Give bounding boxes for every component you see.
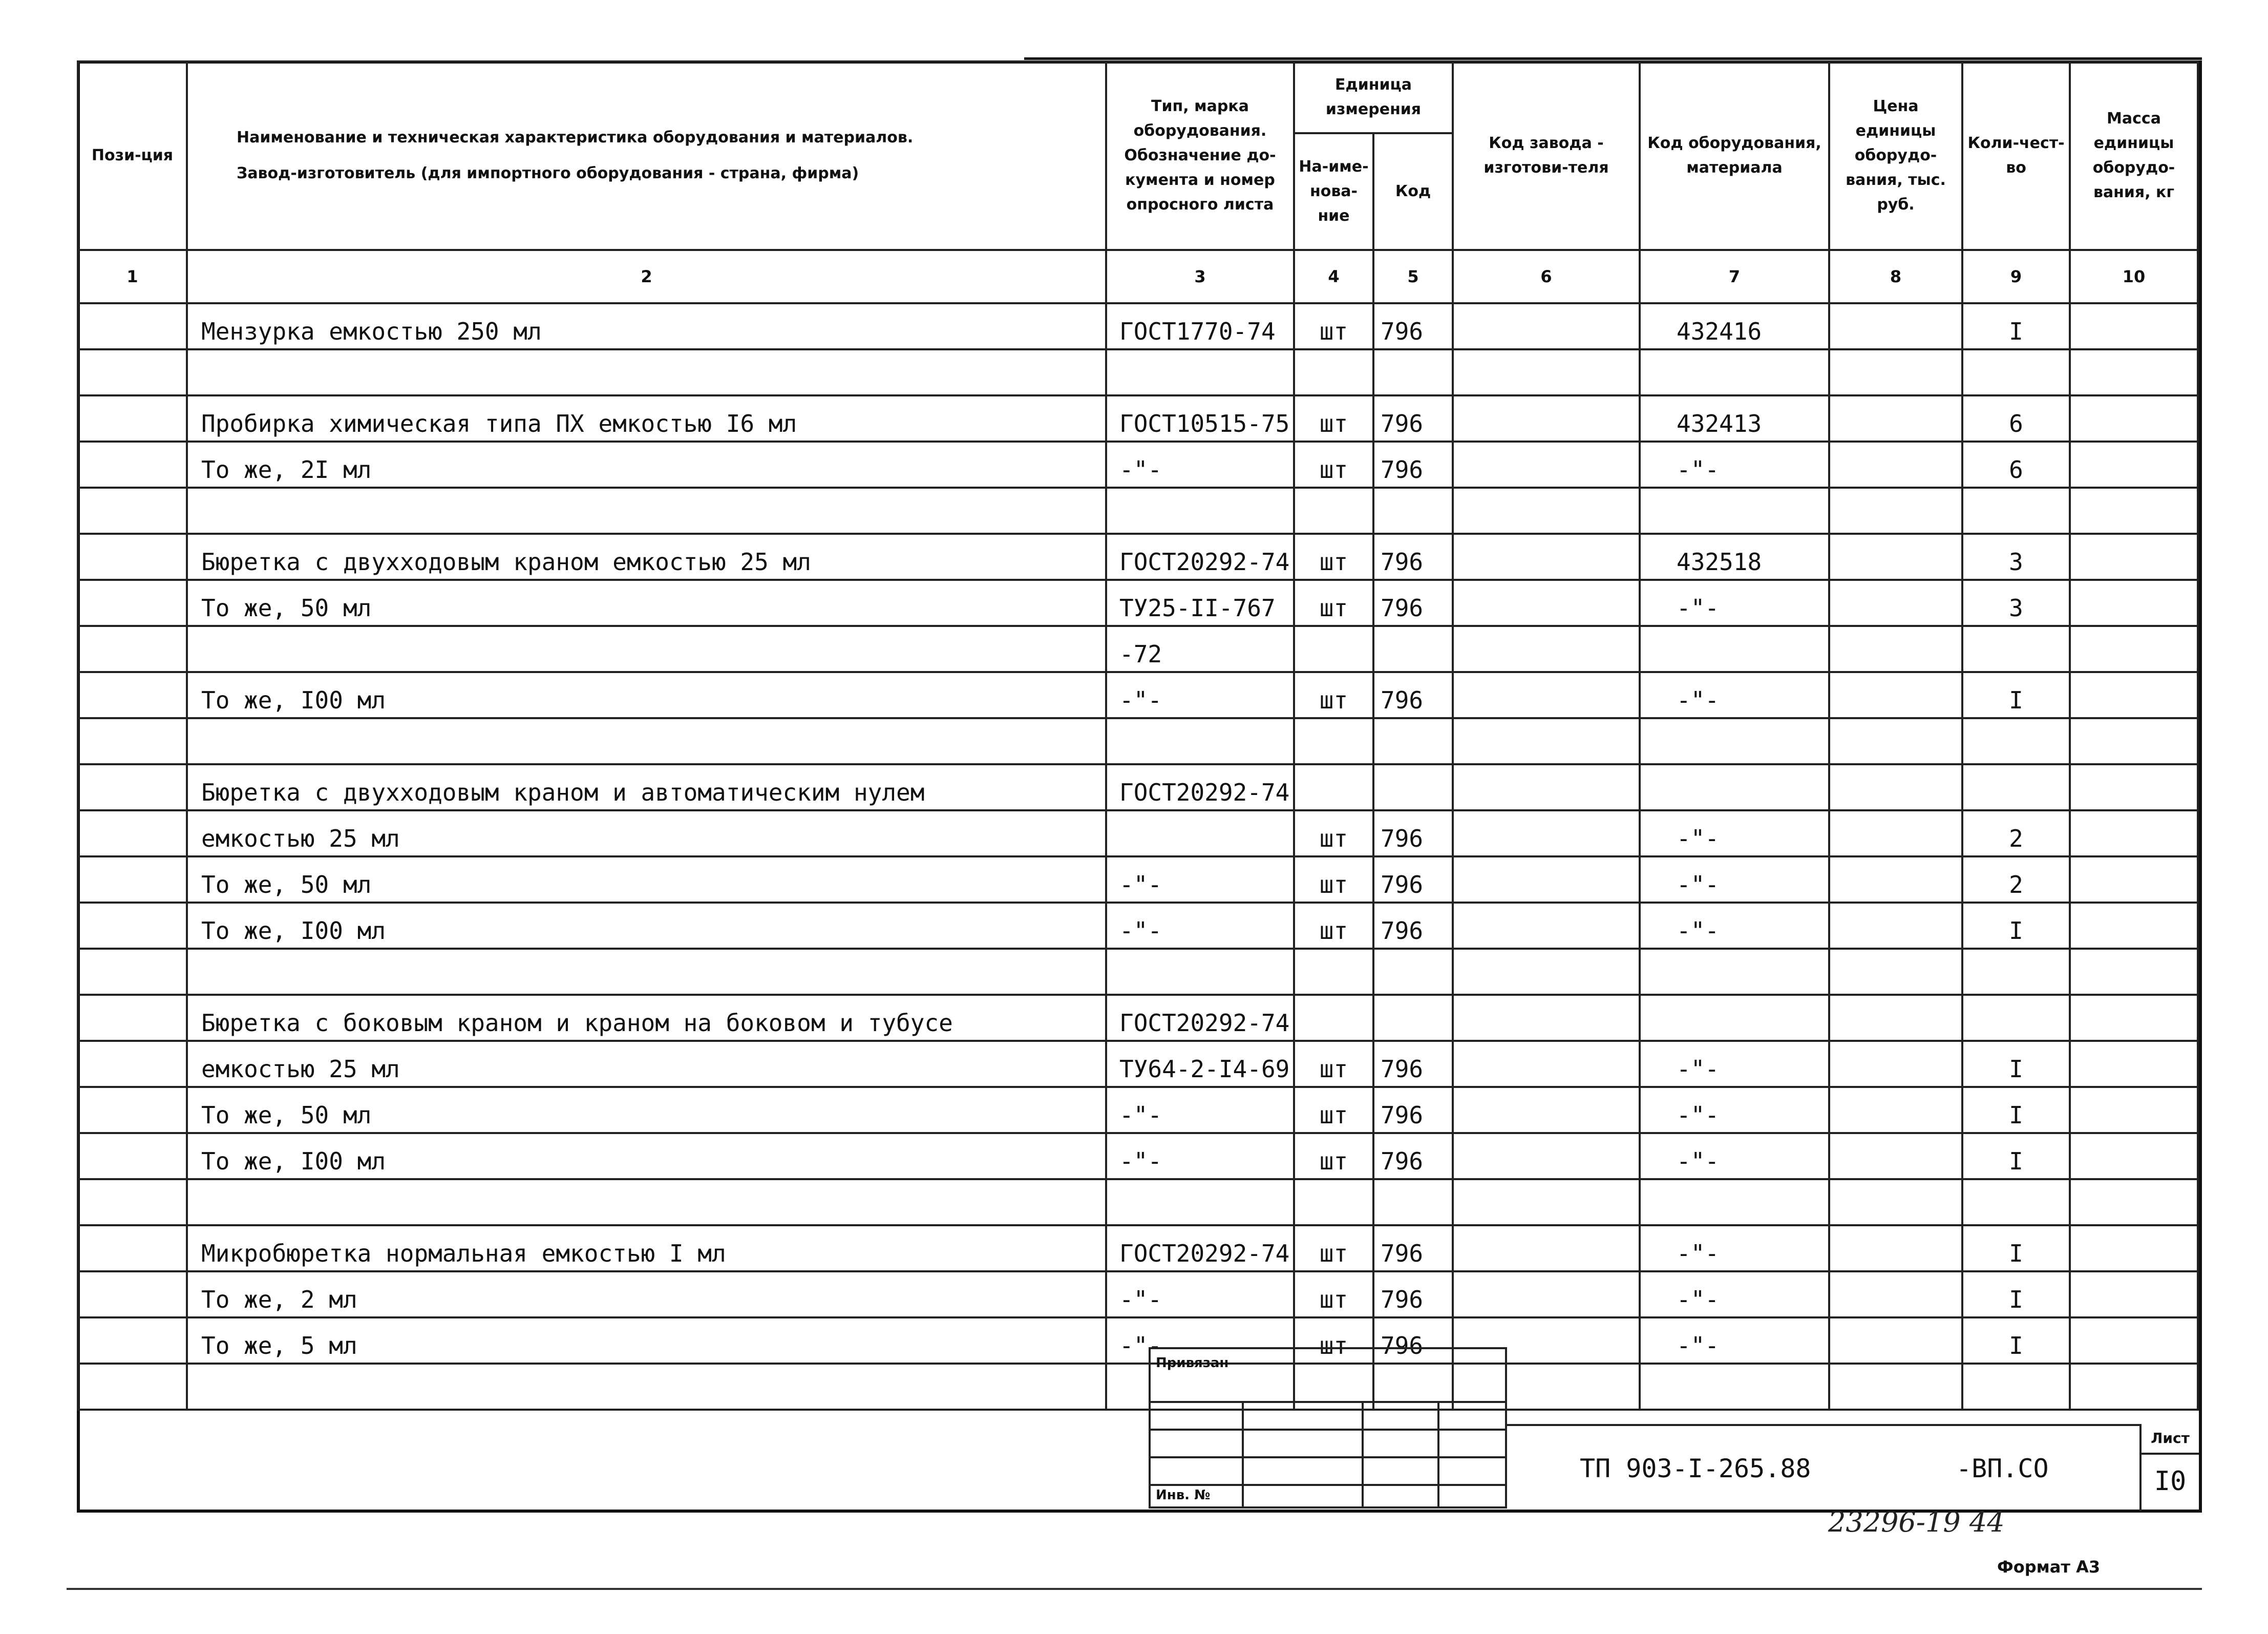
cell-pos bbox=[78, 349, 187, 395]
header-mass: Масса единицы оборудо-вания, кг bbox=[2070, 61, 2198, 250]
header-price: Цена единицы оборудо-вания, тыс. руб. bbox=[1829, 61, 1962, 250]
cell-price bbox=[1829, 1087, 1962, 1133]
column-number: 5 bbox=[1373, 250, 1453, 303]
cell-code: 796 bbox=[1373, 395, 1453, 442]
cell-unit: шт bbox=[1294, 1133, 1373, 1179]
table-row bbox=[78, 764, 2198, 810]
cell-pos bbox=[78, 580, 187, 626]
cell-qty: I bbox=[1962, 1225, 2070, 1271]
cell-pos bbox=[78, 1271, 187, 1317]
cell-mat bbox=[1640, 349, 1829, 395]
cell-qty: 2 bbox=[1962, 856, 2070, 903]
header-equipment-code: Код оборудования, материала bbox=[1640, 61, 1829, 250]
attachment-stamp bbox=[1149, 1347, 1507, 1509]
cell-qty bbox=[1962, 995, 2070, 1041]
cell-code: 796 bbox=[1373, 1041, 1453, 1087]
cell-pos bbox=[78, 303, 187, 349]
cell-mat: -"- bbox=[1640, 856, 1829, 903]
cell-name: То же, 2I мл bbox=[187, 442, 1106, 488]
cell-code bbox=[1373, 349, 1453, 395]
table-row bbox=[78, 672, 2198, 718]
cell-pos bbox=[78, 534, 187, 580]
cell-name bbox=[187, 626, 1106, 672]
cell-pos bbox=[78, 1133, 187, 1179]
header-name bbox=[187, 61, 1106, 250]
cell-doc: ГОСТ20292-74 bbox=[1106, 764, 1294, 810]
table-row bbox=[78, 534, 2198, 580]
cell-pos bbox=[78, 856, 187, 903]
cell-doc bbox=[1106, 810, 1294, 856]
cell-mat bbox=[1640, 949, 1829, 995]
cell-doc: ТУ64-2-I4-69 bbox=[1106, 1041, 1294, 1087]
table-row bbox=[78, 395, 2198, 442]
cell-unit: шт bbox=[1294, 303, 1373, 349]
table-row bbox=[78, 1271, 2198, 1317]
column-number: 9 bbox=[1962, 250, 2070, 303]
header-name-line1: Наименование и техническая характеристика оборудования и материалов. bbox=[237, 129, 914, 146]
cell-name: Микробюретка нормальная емкостью I мл bbox=[187, 1225, 1106, 1271]
cell-qty: 6 bbox=[1962, 442, 2070, 488]
table-row bbox=[78, 1317, 2198, 1364]
cell-mass bbox=[2070, 1133, 2198, 1179]
cell-unit: шт bbox=[1294, 1041, 1373, 1087]
cell-doc bbox=[1106, 349, 1294, 395]
cell-mass bbox=[2070, 1317, 2198, 1364]
cell-pos bbox=[78, 1179, 187, 1225]
cell-mass bbox=[2070, 672, 2198, 718]
cell-price bbox=[1829, 349, 1962, 395]
cell-factory bbox=[1453, 442, 1640, 488]
table-row bbox=[78, 1225, 2198, 1271]
cell-qty: I bbox=[1962, 1271, 2070, 1317]
column-number: 8 bbox=[1829, 250, 1962, 303]
cell-mat bbox=[1640, 718, 1829, 764]
cell-price bbox=[1829, 1133, 1962, 1179]
table-row bbox=[78, 580, 2198, 626]
cell-mass bbox=[2070, 488, 2198, 534]
cell-mass bbox=[2070, 949, 2198, 995]
sheet-label: Лист bbox=[2142, 1424, 2199, 1455]
cell-factory bbox=[1453, 534, 1640, 580]
specification-table bbox=[77, 60, 2199, 1411]
cell-code bbox=[1373, 1179, 1453, 1225]
table-row bbox=[78, 810, 2198, 856]
table-row bbox=[78, 442, 2198, 488]
table-row bbox=[78, 1087, 2198, 1133]
cell-doc: ГОСТ20292-74 bbox=[1106, 995, 1294, 1041]
cell-code: 796 bbox=[1373, 534, 1453, 580]
cell-code: 796 bbox=[1373, 1317, 1453, 1364]
sheet-number-box bbox=[2139, 1424, 2199, 1511]
cell-factory bbox=[1453, 1041, 1640, 1087]
cell-factory bbox=[1453, 856, 1640, 903]
cell-factory bbox=[1453, 626, 1640, 672]
cell-qty: I bbox=[1962, 1041, 2070, 1087]
cell-pos bbox=[78, 672, 187, 718]
attached-label: Привязан bbox=[1156, 1355, 1229, 1371]
inventory-label: Инв. № bbox=[1156, 1488, 1211, 1503]
cell-price bbox=[1829, 995, 1962, 1041]
cell-qty: 3 bbox=[1962, 580, 2070, 626]
cell-factory bbox=[1453, 1179, 1640, 1225]
table-row bbox=[78, 995, 2198, 1041]
cell-doc: -"- bbox=[1106, 672, 1294, 718]
cell-name: То же, I00 мл bbox=[187, 672, 1106, 718]
cell-price bbox=[1829, 534, 1962, 580]
cell-factory bbox=[1453, 672, 1640, 718]
cell-pos bbox=[78, 995, 187, 1041]
cell-mass bbox=[2070, 349, 2198, 395]
cell-name bbox=[187, 488, 1106, 534]
cell-mass bbox=[2070, 1271, 2198, 1317]
column-number: 1 bbox=[78, 250, 187, 303]
cell-code: 796 bbox=[1373, 856, 1453, 903]
cell-pos bbox=[78, 949, 187, 995]
cell-pos bbox=[78, 810, 187, 856]
cell-unit: шт bbox=[1294, 1317, 1373, 1364]
cell-unit bbox=[1294, 349, 1373, 395]
header-unit-code: Код bbox=[1373, 133, 1453, 250]
cell-doc bbox=[1106, 1179, 1294, 1225]
cell-qty: I bbox=[1962, 303, 2070, 349]
cell-unit bbox=[1294, 995, 1373, 1041]
cell-price bbox=[1829, 1317, 1962, 1364]
cell-code: 796 bbox=[1373, 903, 1453, 949]
table-row bbox=[78, 856, 2198, 903]
cell-code: 796 bbox=[1373, 442, 1453, 488]
cell-pos bbox=[78, 1087, 187, 1133]
cell-code bbox=[1373, 626, 1453, 672]
cell-unit: шт bbox=[1294, 534, 1373, 580]
cell-unit: шт bbox=[1294, 1271, 1373, 1317]
cell-unit: шт bbox=[1294, 672, 1373, 718]
cell-mat: 432416 bbox=[1640, 303, 1829, 349]
cell-name: То же, 2 мл bbox=[187, 1271, 1106, 1317]
cell-name: То же, 50 мл bbox=[187, 580, 1106, 626]
column-number: 7 bbox=[1640, 250, 1829, 303]
cell-price bbox=[1829, 856, 1962, 903]
cell-mass bbox=[2070, 580, 2198, 626]
cell-code: 796 bbox=[1373, 1271, 1453, 1317]
cell-qty bbox=[1962, 764, 2070, 810]
cell-name bbox=[187, 718, 1106, 764]
cell-price bbox=[1829, 1364, 1962, 1410]
cell-qty bbox=[1962, 488, 2070, 534]
cell-qty bbox=[1962, 949, 2070, 995]
header-position: Пози-ция bbox=[78, 61, 187, 250]
cell-factory bbox=[1453, 349, 1640, 395]
cell-unit: шт bbox=[1294, 442, 1373, 488]
top-rule bbox=[1024, 57, 2202, 60]
cell-price bbox=[1829, 949, 1962, 995]
cell-price bbox=[1829, 764, 1962, 810]
cell-pos bbox=[78, 1041, 187, 1087]
cell-pos bbox=[78, 1317, 187, 1364]
cell-unit bbox=[1294, 488, 1373, 534]
cell-mat: -"- bbox=[1640, 580, 1829, 626]
cell-mass bbox=[2070, 534, 2198, 580]
cell-price bbox=[1829, 1041, 1962, 1087]
cell-code bbox=[1373, 488, 1453, 534]
cell-qty: 6 bbox=[1962, 395, 2070, 442]
cell-mat bbox=[1640, 1179, 1829, 1225]
cell-unit: шт bbox=[1294, 903, 1373, 949]
cell-mat: -"- bbox=[1640, 1225, 1829, 1271]
cell-unit bbox=[1294, 764, 1373, 810]
cell-factory bbox=[1453, 995, 1640, 1041]
table-body bbox=[78, 303, 2198, 1410]
cell-name: Бюретка с боковым краном и краном на боковом и тубусе bbox=[187, 995, 1106, 1041]
cell-mass bbox=[2070, 303, 2198, 349]
column-number: 4 bbox=[1294, 250, 1373, 303]
cell-mat bbox=[1640, 626, 1829, 672]
cell-factory bbox=[1453, 488, 1640, 534]
cell-unit bbox=[1294, 1179, 1373, 1225]
cell-qty: I bbox=[1962, 1317, 2070, 1364]
table-row bbox=[78, 488, 2198, 534]
cell-doc: -"- bbox=[1106, 1317, 1294, 1364]
table-row bbox=[78, 1041, 2198, 1087]
cell-qty bbox=[1962, 1364, 2070, 1410]
cell-qty: 3 bbox=[1962, 534, 2070, 580]
cell-code bbox=[1373, 718, 1453, 764]
cell-factory bbox=[1453, 718, 1640, 764]
cell-mass bbox=[2070, 995, 2198, 1041]
cell-qty bbox=[1962, 718, 2070, 764]
cell-mat: -"- bbox=[1640, 810, 1829, 856]
cell-unit bbox=[1294, 949, 1373, 995]
cell-doc: -"- bbox=[1106, 856, 1294, 903]
cell-mat: -"- bbox=[1640, 1133, 1829, 1179]
cell-name: То же, I00 мл bbox=[187, 903, 1106, 949]
cell-mass bbox=[2070, 810, 2198, 856]
cell-doc bbox=[1106, 488, 1294, 534]
cell-mat: -"- bbox=[1640, 672, 1829, 718]
cell-code: 796 bbox=[1373, 580, 1453, 626]
header-factory-code: Код завода - изготови-теля bbox=[1453, 61, 1640, 250]
cell-doc: -"- bbox=[1106, 1133, 1294, 1179]
sheet-number: I0 bbox=[2154, 1466, 2187, 1497]
cell-qty: I bbox=[1962, 1087, 2070, 1133]
cell-doc bbox=[1106, 949, 1294, 995]
cell-unit: шт bbox=[1294, 1225, 1373, 1271]
cell-qty: I bbox=[1962, 672, 2070, 718]
cell-doc: ГОСТ20292-74 bbox=[1106, 534, 1294, 580]
cell-code bbox=[1373, 764, 1453, 810]
cell-price bbox=[1829, 672, 1962, 718]
cell-qty bbox=[1962, 349, 2070, 395]
cell-price bbox=[1829, 395, 1962, 442]
header-type: Тип, марка оборудования. Обозначение до-кумента и номер опросного листа bbox=[1106, 61, 1294, 250]
header-quantity: Коли-чест-во bbox=[1962, 61, 2070, 250]
cell-mat bbox=[1640, 488, 1829, 534]
cell-mass bbox=[2070, 1179, 2198, 1225]
format-label: Формат А3 bbox=[1997, 1557, 2101, 1577]
cell-mass bbox=[2070, 1087, 2198, 1133]
cell-factory bbox=[1453, 303, 1640, 349]
cell-code: 796 bbox=[1373, 1087, 1453, 1133]
cell-unit bbox=[1294, 718, 1373, 764]
cell-price bbox=[1829, 1271, 1962, 1317]
cell-qty: I bbox=[1962, 903, 2070, 949]
cell-factory bbox=[1453, 810, 1640, 856]
cell-pos bbox=[78, 442, 187, 488]
cell-pos bbox=[78, 1364, 187, 1410]
table-row bbox=[78, 1364, 2198, 1410]
table-row bbox=[78, 718, 2198, 764]
cell-name: То же, 50 мл bbox=[187, 856, 1106, 903]
cell-name bbox=[187, 949, 1106, 995]
table-row bbox=[78, 903, 2198, 949]
cell-mat: -"- bbox=[1640, 442, 1829, 488]
bottom-rule bbox=[67, 1588, 2202, 1590]
cell-mat: -"- bbox=[1640, 1087, 1829, 1133]
cell-doc: -"- bbox=[1106, 903, 1294, 949]
cell-mass bbox=[2070, 1364, 2198, 1410]
cell-pos bbox=[78, 764, 187, 810]
cell-factory bbox=[1453, 1271, 1640, 1317]
cell-name: емкостью 25 мл bbox=[187, 810, 1106, 856]
cell-factory bbox=[1453, 903, 1640, 949]
cell-doc: ГОСТ1770-74 bbox=[1106, 303, 1294, 349]
cell-doc bbox=[1106, 718, 1294, 764]
cell-name bbox=[187, 1179, 1106, 1225]
cell-name: Пробирка химическая типа ПХ емкостью I6 мл bbox=[187, 395, 1106, 442]
cell-price bbox=[1829, 718, 1962, 764]
table-row bbox=[78, 349, 2198, 395]
cell-price bbox=[1829, 580, 1962, 626]
cell-qty bbox=[1962, 626, 2070, 672]
cell-pos bbox=[78, 1225, 187, 1271]
column-number: 2 bbox=[187, 250, 1106, 303]
cell-name: Бюретка с двухходовым краном емкостью 25 мл bbox=[187, 534, 1106, 580]
cell-name bbox=[187, 1364, 1106, 1410]
header-name-line2: Завод-изготовитель (для импортного оборудования - страна, фирма) bbox=[237, 164, 859, 182]
table-row bbox=[78, 1179, 2198, 1225]
cell-mass bbox=[2070, 764, 2198, 810]
cell-doc: -72 bbox=[1106, 626, 1294, 672]
cell-mat: -"- bbox=[1640, 1317, 1829, 1364]
document-number: ТП 903-I-265.88 bbox=[1580, 1454, 1811, 1483]
cell-unit: шт bbox=[1294, 395, 1373, 442]
cell-price bbox=[1829, 810, 1962, 856]
table-row bbox=[78, 626, 2198, 672]
cell-price bbox=[1829, 442, 1962, 488]
cell-mat: -"- bbox=[1640, 1041, 1829, 1087]
table-row bbox=[78, 1133, 2198, 1179]
cell-mat: 432518 bbox=[1640, 534, 1829, 580]
table-header bbox=[78, 61, 2198, 303]
cell-doc: -"- bbox=[1106, 442, 1294, 488]
cell-price bbox=[1829, 626, 1962, 672]
column-number: 3 bbox=[1106, 250, 1294, 303]
cell-pos bbox=[78, 488, 187, 534]
cell-factory bbox=[1453, 580, 1640, 626]
cell-name: емкостью 25 мл bbox=[187, 1041, 1106, 1087]
cell-unit: шт bbox=[1294, 856, 1373, 903]
cell-factory bbox=[1453, 1133, 1640, 1179]
cell-mass bbox=[2070, 1041, 2198, 1087]
cell-qty: I bbox=[1962, 1133, 2070, 1179]
cell-mass bbox=[2070, 856, 2198, 903]
inventory-number: 23296-19 44 bbox=[1828, 1506, 2005, 1538]
cell-name: Мензурка емкостью 250 мл bbox=[187, 303, 1106, 349]
cell-unit bbox=[1294, 626, 1373, 672]
cell-mat bbox=[1640, 764, 1829, 810]
cell-factory bbox=[1453, 949, 1640, 995]
cell-doc: -"- bbox=[1106, 1087, 1294, 1133]
cell-mass bbox=[2070, 903, 2198, 949]
cell-qty bbox=[1962, 1179, 2070, 1225]
cell-name: То же, 50 мл bbox=[187, 1087, 1106, 1133]
cell-code: 796 bbox=[1373, 810, 1453, 856]
cell-mass bbox=[2070, 395, 2198, 442]
cell-code bbox=[1373, 995, 1453, 1041]
cell-code bbox=[1373, 949, 1453, 995]
cell-pos bbox=[78, 626, 187, 672]
header-unit-group: Единица измерения bbox=[1294, 61, 1453, 133]
column-number-row bbox=[78, 250, 2198, 303]
cell-doc: -"- bbox=[1106, 1271, 1294, 1317]
cell-code: 796 bbox=[1373, 672, 1453, 718]
cell-pos bbox=[78, 395, 187, 442]
cell-mass bbox=[2070, 626, 2198, 672]
cell-factory bbox=[1453, 395, 1640, 442]
cell-code: 796 bbox=[1373, 1133, 1453, 1179]
header-unit-name: На-име-нова-ние bbox=[1294, 133, 1373, 250]
cell-mat: -"- bbox=[1640, 1271, 1829, 1317]
cell-code: 796 bbox=[1373, 303, 1453, 349]
cell-mat: -"- bbox=[1640, 903, 1829, 949]
cell-doc: ГОСТ10515-75 bbox=[1106, 395, 1294, 442]
cell-code: 796 bbox=[1373, 1225, 1453, 1271]
cell-mass bbox=[2070, 442, 2198, 488]
cell-mass bbox=[2070, 718, 2198, 764]
cell-name: Бюретка с двухходовым краном и автоматическим нулем bbox=[187, 764, 1106, 810]
cell-factory bbox=[1453, 764, 1640, 810]
cell-mass bbox=[2070, 1225, 2198, 1271]
cell-doc: ТУ25-II-767 bbox=[1106, 580, 1294, 626]
cell-price bbox=[1829, 303, 1962, 349]
cell-pos bbox=[78, 903, 187, 949]
cell-mat bbox=[1640, 995, 1829, 1041]
cell-price bbox=[1829, 903, 1962, 949]
cell-mat: 432413 bbox=[1640, 395, 1829, 442]
cell-price bbox=[1829, 1225, 1962, 1271]
cell-mat bbox=[1640, 1364, 1829, 1410]
cell-doc: ГОСТ20292-74 bbox=[1106, 1225, 1294, 1271]
cell-unit: шт bbox=[1294, 1087, 1373, 1133]
cell-name: То же, I00 мл bbox=[187, 1133, 1106, 1179]
table-row bbox=[78, 303, 2198, 349]
cell-unit: шт bbox=[1294, 810, 1373, 856]
table-row bbox=[78, 949, 2198, 995]
column-number: 10 bbox=[2070, 250, 2198, 303]
cell-pos bbox=[78, 718, 187, 764]
cell-name bbox=[187, 349, 1106, 395]
column-number: 6 bbox=[1453, 250, 1640, 303]
cell-factory bbox=[1453, 1087, 1640, 1133]
cell-qty: 2 bbox=[1962, 810, 2070, 856]
cell-name: То же, 5 мл bbox=[187, 1317, 1106, 1364]
cell-price bbox=[1829, 1179, 1962, 1225]
title-block-divider bbox=[1507, 1424, 2139, 1426]
cell-factory bbox=[1453, 1225, 1640, 1271]
cell-price bbox=[1829, 488, 1962, 534]
cell-unit: шт bbox=[1294, 580, 1373, 626]
document-suffix: -ВП.СО bbox=[1956, 1454, 2049, 1483]
